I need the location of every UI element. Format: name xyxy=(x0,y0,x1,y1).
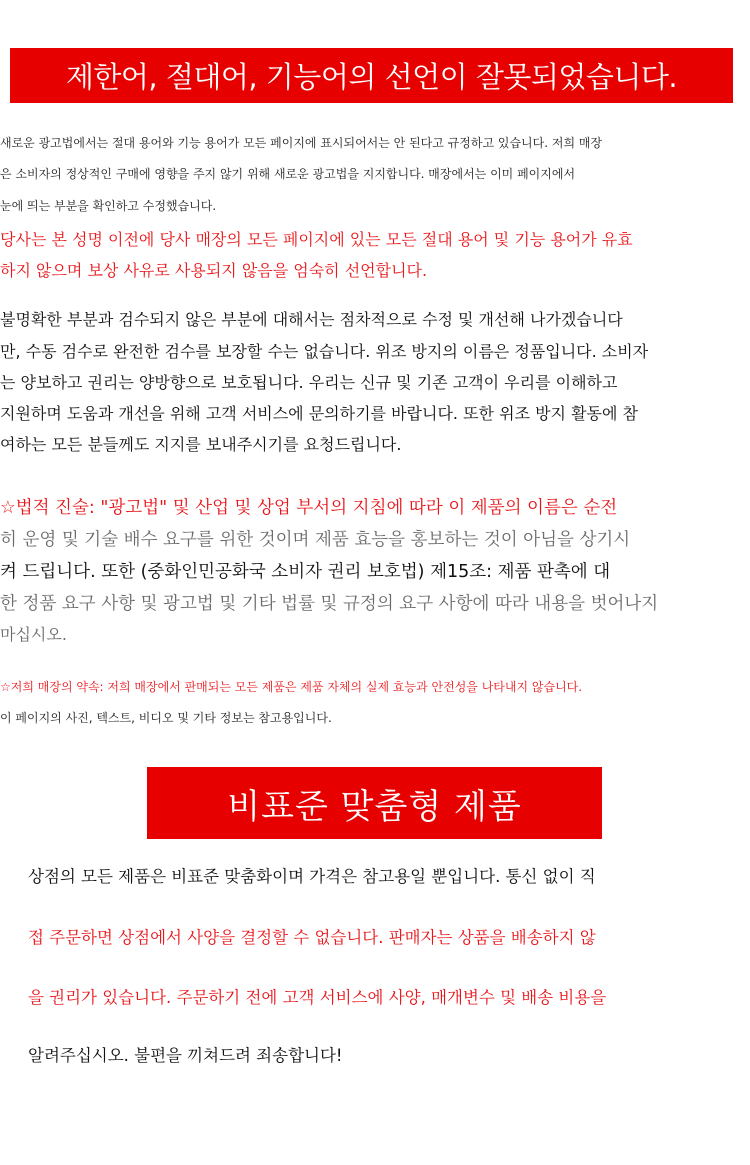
promise-line: 이 페이지의 사진, 텍스트, 비디오 및 기타 정보는 참고용입니다. xyxy=(0,711,332,725)
correction-line: 여하는 모든 분들께도 지지를 보내주시기를 요청드립니다. xyxy=(0,435,402,454)
correction-line: 지원하며 도움과 개선을 위해 고객 서비스에 문의하기를 바랍니다. 또한 위조 방지 활동에 참 xyxy=(0,404,638,423)
declaration-banner xyxy=(10,48,733,103)
custom-product-banner xyxy=(147,767,602,839)
declaration-line: 하지 않으며 보상 사유로 사용되지 않음을 엄숙히 선언합니다. xyxy=(0,261,428,280)
declaration-banner-text: 제한어, 절대어, 기능어의 선언이 잘못되었습니다. xyxy=(65,60,678,94)
notice-line: 새로운 광고법에서는 절대 용어와 기능 용어가 모든 페이지에 표시되어서는 안 된다고 규정하고 있습니다. 저희 매장 xyxy=(0,136,603,150)
notice-line: 눈에 띄는 부분을 확인하고 수정했습니다. xyxy=(0,199,217,213)
custom-line: 알려주십시오. 불편을 끼쳐드려 죄송합니다! xyxy=(28,1046,343,1065)
legal-line: 마십시오. xyxy=(0,625,67,644)
declaration-line: 당사는 본 성명 이전에 당사 매장의 모든 페이지에 있는 모든 절대 용어 및 기능 용어가 유효 xyxy=(0,230,633,249)
legal-line: ☆법적 진술: "광고법" 및 산업 및 상업 부서의 지침에 따라 이 제품의 이름은 순전 xyxy=(0,498,618,518)
legal-line: 켜 드립니다. 또한 (중화인민공화국 소비자 권리 보호법) 제15조: 제품 판촉에 대 xyxy=(0,562,611,582)
custom-line: 접 주문하면 상점에서 사양을 결정할 수 없습니다. 판매자는 상품을 배송하지 않 xyxy=(28,928,596,947)
correction-line: 불명확한 부분과 검수되지 않은 부분에 대해서는 점차적으로 수정 및 개선해 나가겠습니다 xyxy=(0,310,623,329)
custom-product-banner-text: 비표준 맞춤형 제품 xyxy=(227,786,522,827)
notice-line: 은 소비자의 정상적인 구매에 영향을 주지 않기 위해 새로운 광고법을 지지합니다. 매장에서는 이미 페이지에서 xyxy=(0,167,576,181)
correction-line: 는 양보하고 권리는 양방향으로 보호됩니다. 우리는 신규 및 기존 고객이 우리를 이해하고 xyxy=(0,373,618,392)
correction-line: 만, 수동 검수로 완전한 검수를 보장할 수는 없습니다. 위조 방지의 이름은 정품입니다. 소비자 xyxy=(0,342,649,361)
promise-line: ☆저희 매장의 약속: 저희 매장에서 판매되는 모든 제품은 제품 자체의 실제 효능과 안전성을 나타내지 않습니다. xyxy=(0,680,583,694)
custom-line: 을 권리가 있습니다. 주문하기 전에 고객 서비스에 사양, 매개변수 및 배송 비용을 xyxy=(28,988,607,1007)
legal-line: 히 운영 및 기술 배수 요구를 위한 것이며 제품 효능을 홍보하는 것이 아님을 상기시 xyxy=(0,530,631,550)
custom-line: 상점의 모든 제품은 비표준 맞춤화이며 가격은 참고용일 뿐입니다. 통신 없이 직 xyxy=(28,867,596,886)
legal-line: 한 정품 요구 사항 및 광고법 및 기타 법률 및 규정의 요구 사항에 따라 내용을 벗어나지 xyxy=(0,594,659,614)
